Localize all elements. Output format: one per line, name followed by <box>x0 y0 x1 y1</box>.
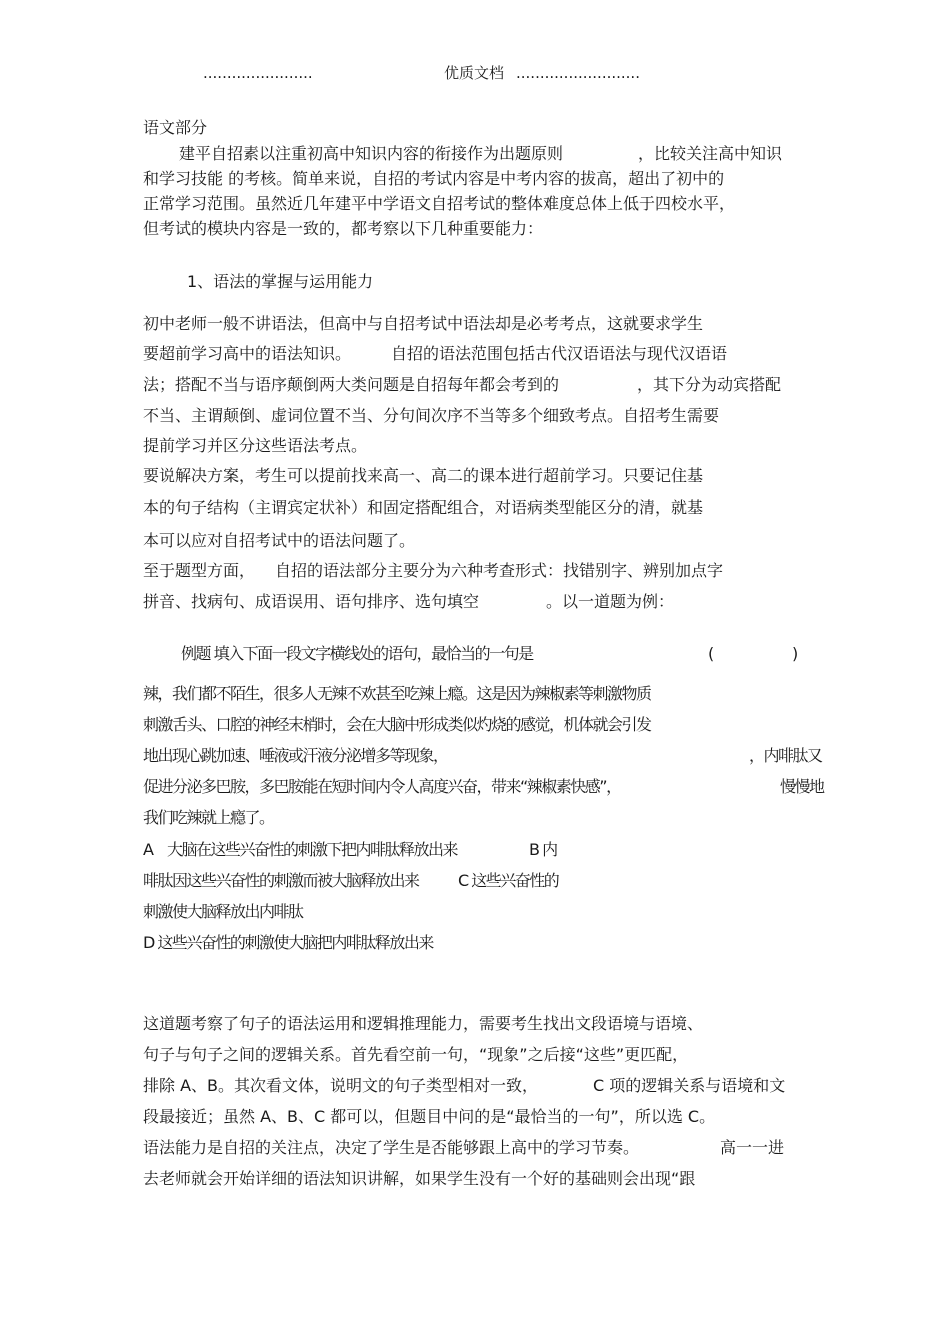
option-d: D 这些兴奋性的刺激使大脑把内啡肽释放出来 <box>143 933 433 952</box>
para3-line-2b: 。以一道题为例： <box>546 592 675 611</box>
para1-line-2a: 要超前学习高中的语法知识。 <box>143 344 352 363</box>
analysis-line-5b: 高一一进 <box>720 1138 785 1157</box>
option-a: A 大脑在这些兴奋性的刺激下把内啡肽释放出来 <box>143 840 457 859</box>
para1-line-1: 初中老师一般不讲语法，但高中与自招考试中语法却是必考考点，这就要求学生 <box>143 314 704 333</box>
option-b-start: B 内 <box>529 840 557 859</box>
answer-paren-close: ) <box>792 644 799 663</box>
intro-line-2: 和学习技能 的考核。简单来说，自招的考试内容是中考内容的拔高，超出了初中的 <box>143 169 725 188</box>
para3-line-1b: 自招的语法部分主要分为六种考查形式：找错别字、辨别加点字 <box>275 561 724 580</box>
analysis-line-3a: 排除 A、B。其次看文体，说明文的句子类型相对一致， <box>143 1076 539 1095</box>
section-title: 语文部分 <box>143 118 208 137</box>
analysis-line-2: 句子与句子之间的逻辑关系。首先看空前一句，“现象”之后接“这些”更匹配， <box>143 1045 689 1064</box>
para3-line-2a: 拼音、找病句、成语误用、语句排序、选句填空 <box>143 592 480 611</box>
analysis-line-3b: C 项的逻辑关系与语境和文 <box>593 1076 786 1095</box>
para1-line-5: 提前学习并区分这些语法考点。 <box>143 436 368 455</box>
analysis-line-6: 去老师就会开始详细的语法知识讲解，如果学生没有一个好的基础则会出现“跟 <box>143 1169 696 1188</box>
passage-line-4b: 慢慢地 <box>780 777 824 796</box>
intro-line-1a: 建平自招素以注重初高中知识内容的衔接作为出题原则 <box>179 144 564 163</box>
para1-line-4: 不当、主谓颠倒、虚词位置不当、分句间次序不当等多个细致考点。自招考生需要 <box>143 406 720 425</box>
header-dots-left: ....................... <box>203 64 313 82</box>
intro-line-1b: ，比较关注高中知识 <box>638 144 783 163</box>
header-dots-right: .......................... <box>516 64 640 82</box>
passage-line-2: 刺激舌头、口腔的神经末梢时，会在大脑中形成类似灼烧的感觉，机体就会引发 <box>143 715 651 734</box>
example-prompt: 例题 填入下面一段文字横线处的语句，最恰当的一句是 <box>181 644 533 663</box>
passage-line-4a: 促进分泌多巴胺，多巴胺能在短时间内令人高度兴奋，带来“辣椒素快感”， <box>143 777 621 796</box>
intro-line-3: 正常学习范围。虽然近几年建平中学语文自招考试的整体难度总体上低于四校水平， <box>143 194 736 213</box>
header-title: 优质文档 <box>444 64 505 82</box>
intro-line-4: 但考试的模块内容是一致的，都考察以下几种重要能力： <box>143 219 544 238</box>
para2-line-3: 本可以应对自招考试中的语法问题了。 <box>143 531 416 550</box>
passage-line-3b: ，内啡肽又 <box>749 746 822 765</box>
para1-line-3b: ，其下分为动宾搭配 <box>637 375 782 394</box>
para1-line-2b: 自招的语法范围包括古代汉语语法与现代汉语语 <box>391 344 728 363</box>
analysis-line-1: 这道题考察了句子的语法运用和逻辑推理能力，需要考生找出文段语境与语境、 <box>143 1014 704 1033</box>
para3-line-1a: 至于题型方面， <box>143 561 256 580</box>
heading-grammar: 1、语法的掌握与运用能力 <box>187 272 374 291</box>
para1-line-3a: 法；搭配不当与语序颠倒两大类问题是自招每年都会考到的 <box>143 375 560 394</box>
option-b-end: 啡肽因这些兴奋性的刺激而被大脑释放出来 <box>143 871 419 890</box>
analysis-line-5a: 语法能力是自招的关注点，决定了学生是否能够跟上高中的学习节奏。 <box>143 1138 640 1157</box>
passage-line-3a: 地出现心跳加速、唾液或汗液分泌增多等现象， <box>143 746 448 765</box>
para2-line-2: 本的句子结构（主谓宾定状补）和固定搭配组合，对语病类型能区分的清，就基 <box>143 498 704 517</box>
analysis-line-4: 段最接近；虽然 A、B、C 都可以，但题目中问的是“最恰当的一句”，所以选 C。 <box>143 1107 716 1126</box>
option-c-start: C 这些兴奋性的 <box>458 871 559 890</box>
passage-line-1: 辣，我们都不陌生，很多人无辣不欢甚至吃辣上瘾。这是因为辣椒素等刺激物质 <box>143 684 651 703</box>
option-c-end: 刺激使大脑释放出内啡肽 <box>143 902 303 921</box>
answer-paren-open: ( <box>708 644 715 663</box>
para2-line-1: 要说解决方案，考生可以提前找来高一、高二的课本进行超前学习。只要记住基 <box>143 466 704 485</box>
passage-line-5: 我们吃辣就上瘾了。 <box>143 808 274 827</box>
